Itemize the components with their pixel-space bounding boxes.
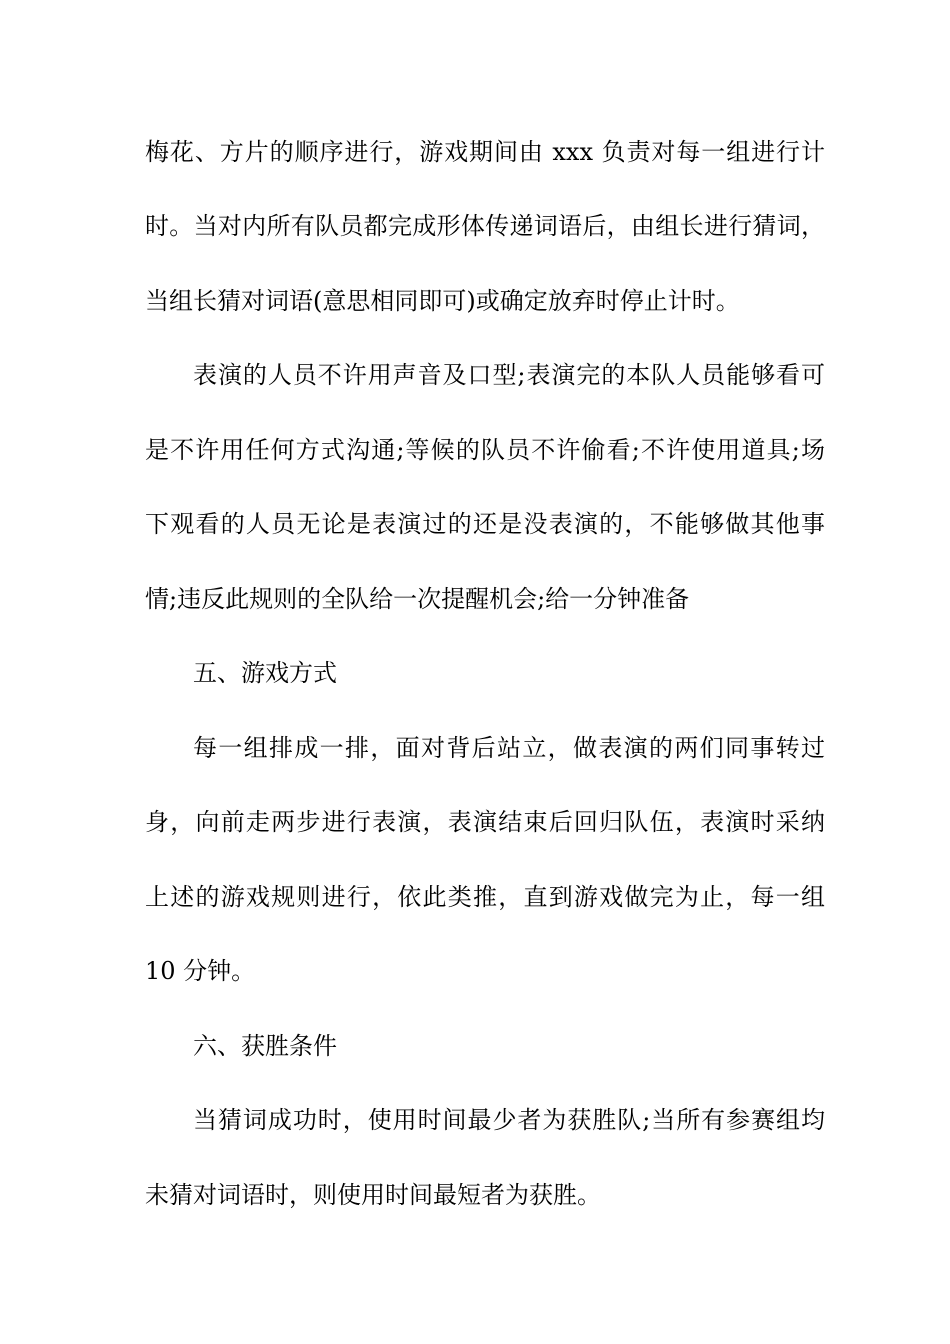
section-heading-game-method: 五、游戏方式 — [193, 659, 337, 687]
text-line: 10 分钟。 — [145, 957, 256, 985]
text-line: 未猜对词语时，则使用时间最短者为获胜。 — [145, 1181, 601, 1209]
text-line: 当组长猜对词语(意思相同即可)或确定放弃时停止计时。 — [145, 287, 740, 315]
text-line: 身，向前走两步进行表演，表演结束后回归队伍，表演时采纳 — [145, 808, 825, 836]
text-line: 情;违反此规则的全队给一次提醒机会;给一分钟准备 — [145, 585, 690, 613]
section-heading-winning-conditions: 六、获胜条件 — [193, 1032, 337, 1060]
text-line: 表演的人员不许用声音及口型;表演完的本队人员能够看可 — [193, 361, 825, 389]
text-line: 下观看的人员无论是表演过的还是没表演的，不能够做其他事 — [145, 510, 825, 538]
text-line: 当猜词成功时，使用时间最少者为获胜队;当所有参赛组均 — [193, 1106, 825, 1134]
text-line: 每一组排成一排，面对背后站立，做表演的两们同事转过 — [193, 734, 825, 762]
text-line: 时。当对内所有队员都完成形体传递词语后，由组长进行猜词， — [145, 212, 825, 240]
text-line: 梅花、方片的顺序进行，游戏期间由 xxx 负责对每一组进行计 — [145, 138, 825, 166]
text-line: 上述的游戏规则进行，依此类推，直到游戏做完为止，每一组 — [145, 883, 825, 911]
text-line: 是不许用任何方式沟通;等候的队员不许偷看;不许使用道具;场 — [145, 436, 825, 464]
